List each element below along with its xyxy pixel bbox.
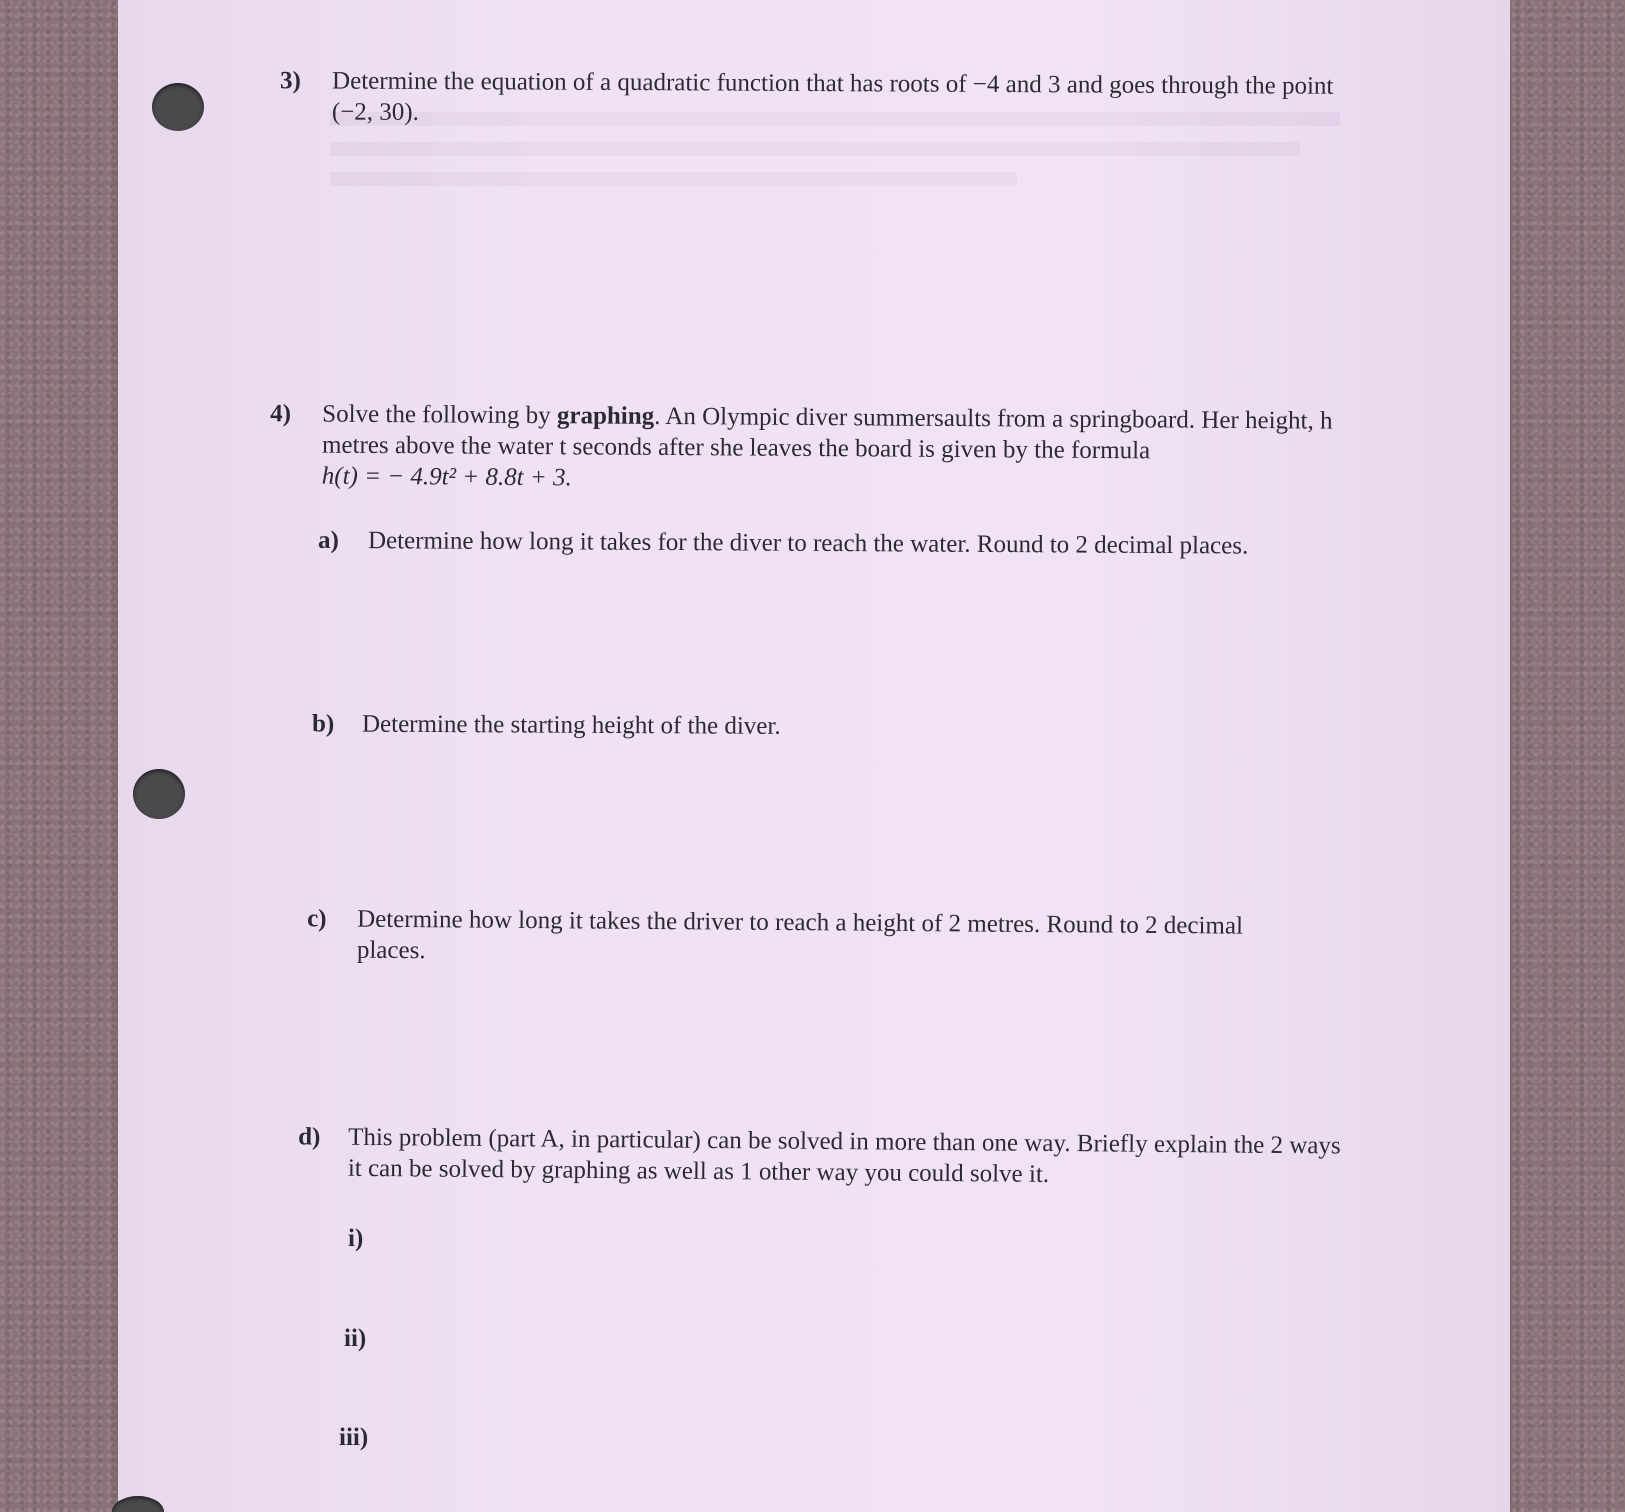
question-text: Determine the equation of a quadratic function that has roots of −4 and 3 and goes through the point (−2, 30). [331,67,1334,126]
question-text-start: Solve the following by [322,400,558,430]
part-label: d) [298,1123,321,1151]
punch-hole [133,769,185,819]
answer-item-i: i) [348,1225,364,1252]
question-text-end: . An Olympic diver summersaults from a springboard. Her height, h metres above the water t seconds after she leaves the board is given by the formula [321,402,1333,465]
part-label: c) [307,905,327,933]
height-formula: h(t) = − 4.9t² + 8.8t + 3. [321,462,572,492]
part-text: Determine the starting height of the diver. [361,710,781,740]
question-4 [270,398,1356,499]
part-text: This problem (part A, in particular) can be solved in more than one way. Briefly explain the 2 ways it can be solved by graphing as well as 1 other way you could solve it. [347,1123,1341,1188]
part-label: a) [317,526,339,554]
punch-hole [152,83,204,131]
part-b [312,708,1312,744]
question-text [322,399,1356,499]
part-d [298,1121,1359,1192]
emphasis-word: graphing [556,402,655,430]
part-c [307,903,1257,972]
question-number: 4) [270,400,292,428]
part-text: Determine how long it takes for the diver to reach the water. Round to 2 decimal places. [367,527,1249,560]
answer-item-ii: ii) [344,1325,367,1352]
part-label: b) [311,710,335,738]
part-a [318,525,1348,562]
answer-item-iii: iii) [339,1424,369,1451]
question-number: 3) [280,67,301,95]
part-text: Determine how long it takes the driver to reach a height of 2 metres. Round to 2 decimal places. [356,905,1244,965]
question-3 [280,65,1340,133]
worksheet-page [118,0,1510,1512]
